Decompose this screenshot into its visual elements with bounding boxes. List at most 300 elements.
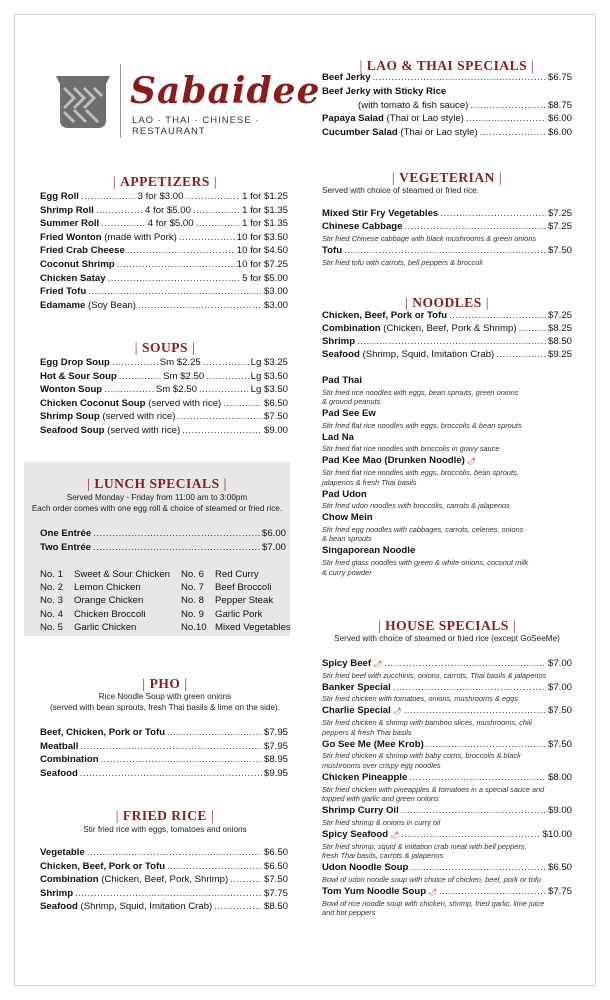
leader-dots [179,232,235,245]
item-price: $6.75 [547,72,572,83]
noodle-dish [322,432,354,445]
noodles-heading: | NOODLES | [405,295,489,310]
item-description: Stir fried Chinese cabbage with black mushrooms & green onions [322,234,537,243]
item-name: Chow Mein [322,512,373,524]
item-name: Chicken Satay [40,272,106,284]
noodle-dish [322,489,367,502]
house-specials-heading: | HOUSE SPECIALS | [377,618,517,633]
leader-dots [384,658,546,671]
item-name: Singaporean Noodle [322,545,416,557]
leader-dots [193,205,240,218]
item-note: (Chicken, Beef, Pork & Shrimp) [380,323,517,334]
item-name: Tofu [322,245,343,256]
menu-item [40,357,288,370]
item-spec: Sm $2.50 [163,370,205,382]
item-name: Spicy Seafood [322,829,389,840]
leader-dots [344,245,546,258]
item-price: Lg $3.25 [250,357,288,368]
leader-dots [138,300,262,313]
item-price: $7.95 [263,727,288,738]
leader-dots [88,286,262,299]
menu-item [40,874,288,887]
item-name: Papaya Salad [322,113,384,124]
leader-dots [75,888,262,901]
item-price: $6.50 [263,397,288,409]
leader-dots [101,754,262,767]
item-note: (served with rice) [99,411,176,423]
item-note: (Shrimp, Squid, Imitation Crab) [359,349,495,360]
item-price: 10 for $3.50 [236,231,288,243]
item-description: & curry powder [322,567,372,577]
item-name: Egg Drop Soup [40,357,110,368]
menu-item [40,273,288,286]
item-name: Shrimp [40,887,74,899]
lao-thai-heading: | LAO & THAI SPECIALS | [359,58,535,73]
combo-item [181,568,259,581]
item-name: Pad Udon [322,488,367,500]
combo-number: No. 2 [40,582,63,594]
combo-dish: Orange Chicken [74,595,144,607]
menu-item [322,336,572,349]
item-name: Summer Roll [40,218,100,230]
menu-item [322,772,572,785]
appetizers-heading: | APPETIZERS | [112,174,218,189]
item-name: Tom Yum Noodle Soup [322,886,427,897]
item-price: $9.25 [547,349,572,360]
item-price: $8.95 [263,754,288,766]
item-name: Beef Jerky [322,72,371,83]
menu-item [322,113,572,126]
menu-item [40,901,288,914]
noodle-dish [322,512,373,525]
combo-number: No. 5 [40,621,63,633]
item-price: 10 for $4.50 [236,245,288,257]
leader-dots [404,705,546,718]
item-price: $6.00 [547,113,572,124]
item-note: (served with rice) [145,397,222,409]
combo-dish: Chicken Broccoli [74,608,146,620]
item-name: Two Entrée [40,541,91,553]
item-price: $6.50 [547,862,572,874]
item-note: (Thai or Lao style) [397,127,478,138]
menu-item [40,861,288,874]
combo-dish: Pepper Steak [215,595,274,607]
item-description: Stir fried shrimp & onions in curry oil [322,817,441,827]
item-price: Lg $3.50 [250,370,288,382]
vegetarian-note: Served with choice of steamed or fried rice. [322,186,479,195]
item-description: Stir fried flat rice noodles with eggs, broccolis, bean sprouts, [322,467,519,477]
menu-item [322,862,572,875]
leader-dots [182,425,262,438]
item-name: One Entrée [40,528,92,539]
combo-number: No. 4 [40,608,63,620]
combo-dish: Beef Broccoli [215,582,272,594]
combo-item [40,594,143,607]
combo-dish: Garlic Chicken [74,621,137,633]
soups-heading: | SOUPS | [134,340,196,355]
leader-dots [230,874,262,887]
item-description: Stir fried rice noodles with eggs, bean sprouts, green onions [322,387,519,397]
item-price: $6.00 [547,127,572,138]
menu-item [40,300,288,313]
item-name: Pad Thai [322,375,362,386]
menu-item [322,682,572,695]
noodle-dish [322,545,415,558]
leader-dots [104,384,154,397]
item-price: $7.95 [263,740,288,752]
fried-rice-heading: | FRIED RICE | [115,808,215,823]
leader-dots [449,310,546,323]
combo-number: No.10 [181,621,207,633]
combo-dish: Red Curry [215,569,259,580]
leader-dots [393,682,546,695]
pho-heading: | PHO | [142,676,188,691]
leader-dots [203,357,249,370]
leader-dots [410,862,546,875]
combo-number: No. 9 [181,608,204,620]
leader-dots [519,323,546,336]
item-spec: Sm $2.25 [159,357,201,368]
leader-dots [401,829,541,842]
menu-item [322,86,572,99]
brand-tagline: LAO · THAI · CHINESE · RESTAURANT [132,115,260,137]
item-description: Stir fried chicken with pineapples & tomatoes in a special sauce and [322,784,545,794]
item-name: Spicy Beef [322,658,372,669]
menu-item [40,727,288,740]
item-price: $7.00 [261,541,286,553]
menu-item [40,371,288,384]
combo-dish: Lemon Chicken [74,582,141,594]
item-price: $10.00 [542,829,572,840]
leader-dots [117,259,235,272]
item-description: Stir fried glass noodles with green & white onions, coconut milk [322,557,529,567]
item-price: $7.25 [547,208,572,219]
menu-item [322,805,572,818]
item-name: Cucumber Salad [322,127,398,138]
item-price: $6.00 [261,528,286,539]
item-name: Chicken, Beef, Pork or Tofu [322,310,448,321]
leader-dots [177,411,262,424]
item-name: Vegetable [40,847,85,858]
item-name: Pad Kee Mao (Drunken Noodle) [322,455,465,467]
item-price: $9.95 [263,767,288,779]
menu-item [40,232,288,245]
item-spec: 4 for $5.00 [145,204,191,216]
menu-item [40,411,288,424]
item-description: Stir fried chicken & shrimp with bamboo slices, mushrooms, chili [322,717,532,727]
item-price: 1 for $1.25 [242,191,288,202]
menu-item [40,245,288,258]
brand-name: Sabaidee [130,70,321,112]
leader-dots [440,208,546,221]
item-name: Beef, Chicken, Pork or Tofu [40,727,166,738]
menu-item [40,847,288,860]
leader-dots [96,205,143,218]
item-name: Hot & Sour Soup [40,370,117,382]
item-description: Bowl of rice noodle soup with chicken, shrimp, fried garlic, lime juice [322,898,545,908]
item-name: Combination [40,754,99,766]
item-price: $7.00 [547,681,572,693]
item-name: Seafood [322,349,360,360]
item-name: Chinese Cabbage [322,221,403,232]
item-price: $8.50 [547,336,572,347]
vegetarian-heading: | VEGETERIAN | [391,170,503,185]
menu-item [40,425,288,438]
menu-item [40,768,288,781]
leader-dots [480,127,546,140]
leader-dots [214,901,262,914]
pho-note: Rice Noodle Soup with green onions [98,692,232,701]
menu-item [40,205,288,218]
item-name: Meatball [40,740,79,752]
item-description: and hot peppers [322,908,376,918]
item-name: Egg Roll [40,191,79,202]
item-price: $7.50 [263,411,288,423]
leader-dots [167,861,262,874]
leader-dots [119,371,161,384]
item-description: Stir fried tofu with carrots, bell peppers & broccoli [322,258,483,267]
item-price: 1 for $1.35 [242,218,288,230]
menu-item [322,72,572,85]
item-description: & bean sprouts [322,534,372,544]
combo-item [181,581,272,594]
item-name: Fried Tofu [40,286,87,298]
lunch-note-includes: Each order comes with one egg roll & choice of steamed or fried rice. [31,504,283,513]
leader-dots [80,741,262,754]
combo-item [40,581,141,594]
menu-item [40,191,288,204]
item-price: $7.25 [547,221,572,232]
logo [52,70,321,137]
item-price: $8.00 [547,772,572,783]
item-name: Combination [40,874,99,886]
item-note: (Soy Bean) [85,299,136,311]
item-name: Coconut Shrimp [40,259,115,270]
item-note: (with tomato & fish sauce) [358,99,469,111]
menu-item [322,349,572,362]
leader-dots [373,72,546,85]
item-name: Chicken Pineapple [322,772,408,783]
leader-dots [357,336,546,349]
item-price: $8.50 [263,901,288,913]
menu-item [322,245,572,258]
item-name: Mixed Stir Fry Vegetables [322,208,439,219]
leader-dots [81,191,136,204]
leader-dots [80,768,262,781]
item-name: Fried Wonton [40,231,102,243]
combo-number: No. 6 [181,569,204,580]
item-name: Shrimp Curry Oil [322,805,399,817]
combo-item [40,608,145,621]
leader-dots [93,542,260,555]
menu-item [322,127,572,140]
menu-item [322,739,572,752]
combo-item [181,594,273,607]
noodle-dish [322,408,376,421]
leader-dots [409,772,546,785]
combo-dish: Garlic Pork [215,608,263,620]
menu-item [40,218,288,231]
item-note: (Thai or Lao style) [383,113,464,124]
menu-item [322,310,572,323]
item-price: 1 for $1.35 [242,204,288,216]
chili-icon: 🌶 [428,889,438,896]
item-description: Stir fried chicken with tomatoes, onions, mushrooms & eggs [322,694,518,704]
leader-dots [470,100,546,113]
leader-dots [167,727,262,740]
leader-dots [199,384,249,397]
item-description: Stir fried chicken & shrimp with baby corns, broccolis & black [322,751,521,761]
leader-dots [206,371,248,384]
item-name: Shrimp Soup [40,411,100,423]
menu-item [40,741,288,754]
item-price: $7.25 [547,310,572,321]
item-price: $7.75 [547,886,572,897]
item-price: $6.50 [263,860,288,872]
menu-item [40,259,288,272]
leader-dots [466,113,546,126]
leader-dots [496,349,546,362]
item-description: Bowl of udon noodle soup with choice of chicken, beef, pork or tofu [322,874,541,884]
menu-item [40,528,286,541]
menu-item [322,221,572,234]
item-description: Stir fried udon noodles with broccolis, carrots & jalapenos [322,501,510,511]
item-name: Charlie Special [322,705,391,717]
item-name: Edamame [40,299,86,311]
item-name: Banker Special [322,681,391,693]
leader-dots [127,245,235,258]
chili-icon: 🌶 [373,661,382,668]
item-description: mushrooms over crispy egg noodles [322,760,441,770]
item-name: Seafood Soup [40,425,105,436]
menu-item [40,398,288,411]
leader-dots [108,273,241,286]
item-price: 5 for $5.00 [242,272,288,284]
item-name: Lad Na [322,431,354,443]
item-description: fresh Thai basils, carrots & jalapenos [322,851,444,861]
item-description: & ground peanuts [322,397,381,407]
menu-item [40,542,286,555]
item-price: $7.00 [547,658,572,669]
combo-item [40,568,170,581]
item-spec: 4 for $5.00 [147,218,194,230]
leader-dots [401,805,546,818]
pho-note-sides: (served with bean sprouts, fresh Thai basils & lime on the side). [49,703,281,712]
leader-dots [185,191,240,204]
item-price: $3.00 [263,286,288,298]
combo-number: No. 7 [181,582,204,594]
combo-item [40,621,136,634]
item-description: Stir fried beef with zucchinis, onions, carrots, Thai basils & jalapenos [322,670,547,680]
item-name: Chicken, Beef, Pork or Tofu [40,860,166,872]
item-name: Go See Me (Mee Krob) [322,738,424,750]
item-price: $9.00 [263,425,288,436]
combo-number: No. 1 [40,569,63,580]
leader-dots [101,218,146,231]
menu-item [322,208,572,221]
leader-dots [426,739,546,752]
combo-item [181,621,291,634]
item-price: $7.50 [263,874,288,886]
item-price: $7.50 [547,245,572,256]
item-description: Stir fried flat rice noodles with eggs, broccolis & bean sprouts [322,420,522,430]
item-description: jalapenos & fresh Thai basils [322,477,417,487]
leader-dots [223,398,262,411]
combo-item [181,608,262,621]
item-note: (Shrimp, Squid, Imitation Crab) [77,901,213,913]
lunch-specials-heading: | LUNCH SPECIALS | [87,476,227,491]
menu-item [40,384,288,397]
menu-item [40,286,288,299]
item-name: Seafood [40,767,78,779]
item-description: Stir fried egg noodles with cabbages, carrots, celeries, onions [322,524,524,534]
item-spec: Sm $2.50 [155,384,197,396]
item-name: Chicken Coconut Soup [40,397,146,409]
item-description: Stir fried flat rice noodles with broccolis in gravy sauce [322,444,500,454]
chili-icon: 🌶 [390,832,399,839]
item-name: Wonton Soup [40,384,103,396]
item-price: $9.00 [547,805,572,817]
combo-dish: Mixed Vegetables [215,621,291,633]
item-description: peppers & fresh Thai basils [322,727,412,737]
leader-dots [93,528,260,541]
menu-item [322,323,572,336]
leader-dots [405,221,546,234]
item-price: $8.25 [547,323,572,334]
item-description: Stir fried shrimp, squid & imitation crab meat with bell peppers, [322,841,527,851]
logo-icon [52,70,114,132]
item-name: Pad See Ew [322,408,376,420]
leader-dots [196,218,241,231]
fried-rice-note: Stir fried rice with eggs, tomatoes and onions [83,825,247,834]
item-note: (made with Pork) [101,231,177,243]
item-name: Beef Jerky with Sticky Rice [322,86,447,97]
item-price: Lg $3.50 [250,384,289,396]
item-note: (Chicken, Beef, Pork, Shrimp) [98,874,229,886]
item-description: topped with garlic and green onions [322,794,439,804]
menu-item-detail [358,100,572,113]
logo-divider [120,64,121,138]
leader-dots [112,357,158,370]
item-price: $7.50 [547,738,572,750]
item-price: $8.75 [547,99,572,111]
leader-dots [87,847,262,860]
chili-icon: 🌶 [392,708,402,716]
item-price: 10 for $7.25 [236,259,288,270]
menu-item [40,754,288,767]
item-note: (served with rice) [104,425,181,436]
item-name: Combination [322,323,381,334]
item-name: Fried Crab Cheese [40,245,125,257]
combo-number: No. 8 [181,595,204,607]
combo-number: No. 3 [40,595,63,607]
item-price: $7.50 [547,705,572,717]
item-price: $7.75 [263,887,288,899]
menu-item [40,888,288,901]
combo-dish: Sweet & Sour Chicken [74,569,170,580]
item-price: $6.50 [263,847,288,858]
item-name: Shrimp Roll [40,204,94,216]
house-specials-note: Served with choice of steamed or fried rice (except GoSeeMe) [334,634,560,643]
noodle-dish [322,375,362,388]
item-spec: 3 for $3.00 [137,191,184,202]
chili-icon: 🌶 [466,458,476,466]
item-price: $3.00 [263,299,288,311]
item-name: Udon Noodle Soup [322,862,409,874]
leader-dots [439,886,546,899]
lunch-note-hours: Served Monday - Friday from 11:00 am to 3:00pm [66,493,248,502]
item-name: Shrimp [322,336,356,347]
